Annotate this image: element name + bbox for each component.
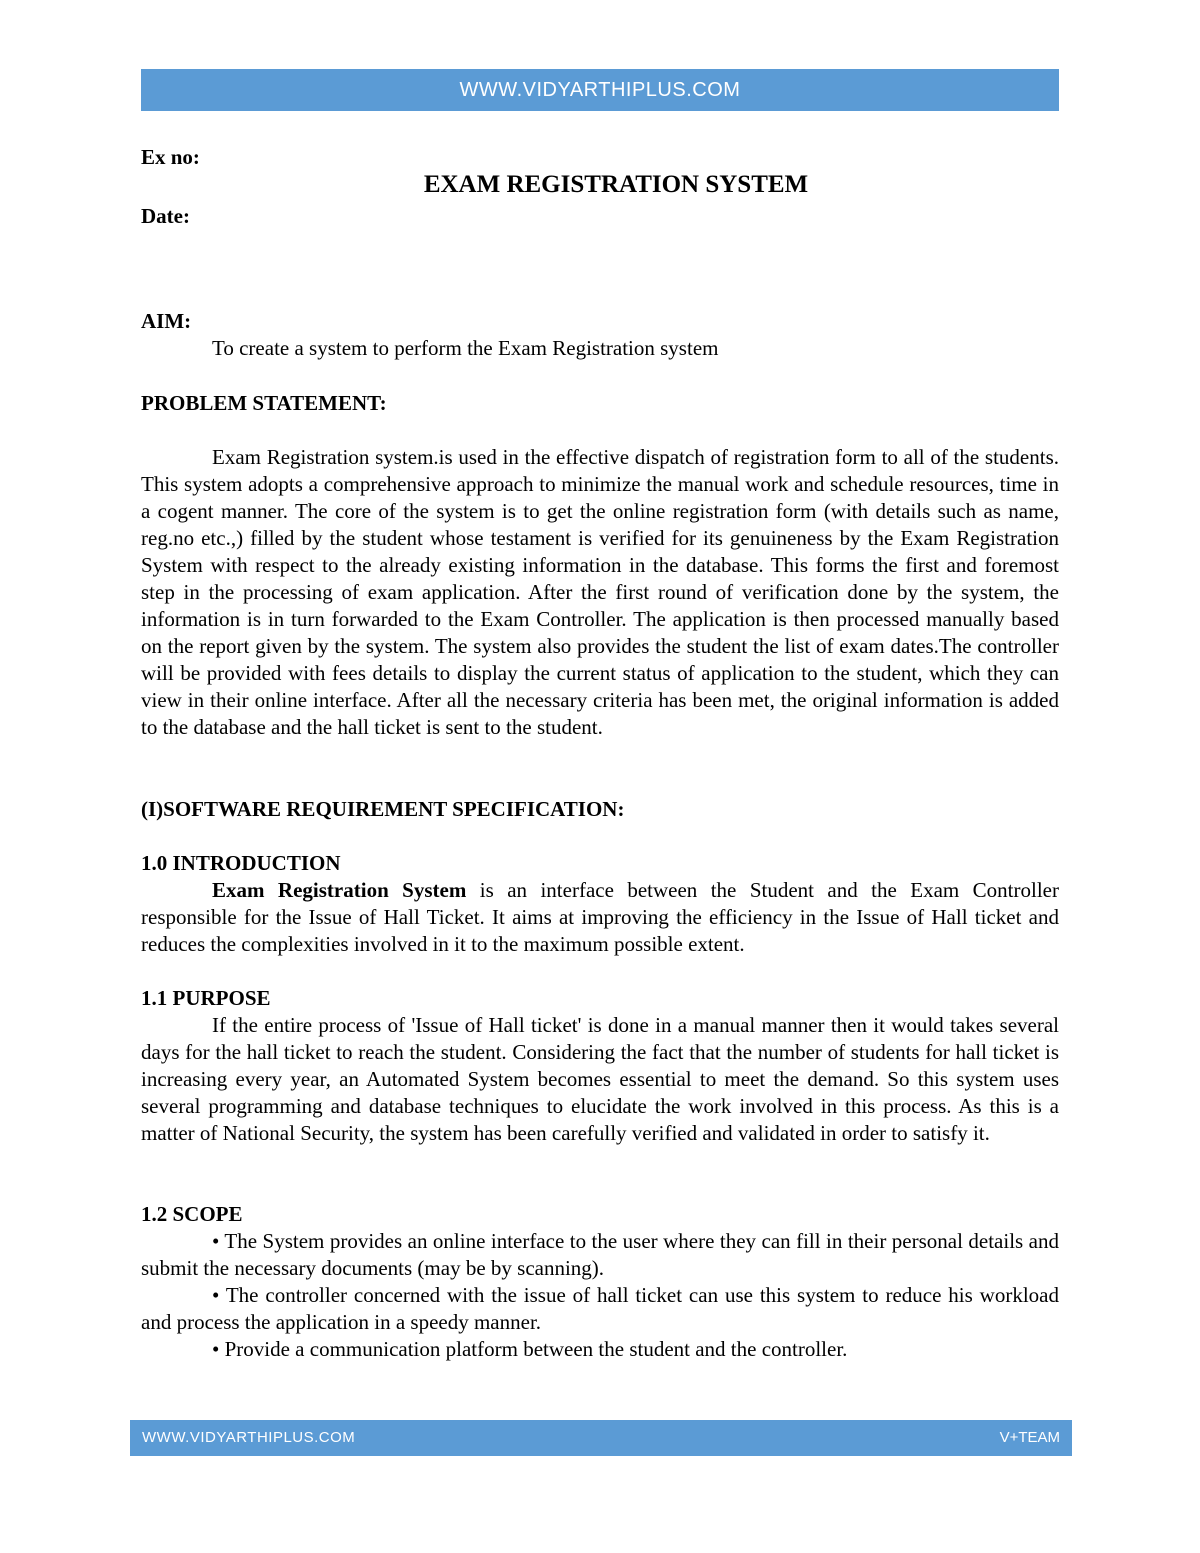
srs-heading: (I)SOFTWARE REQUIREMENT SPECIFICATION: [141, 797, 625, 821]
ex-no-label: Ex no: [141, 145, 200, 169]
purpose-heading: 1.1 PURPOSE [141, 986, 271, 1010]
header-site-text: WWW.VIDYARTHIPLUS.COM [459, 79, 741, 101]
problem-heading: PROBLEM STATEMENT: [141, 391, 387, 415]
footer-band [130, 1420, 1072, 1456]
scope-section [141, 1201, 1059, 1363]
scope-item: • The System provides an online interface to the user where they can fill in their personal details and submit the necessary documents (may be by scanning). [141, 1229, 1059, 1280]
intro-section [141, 850, 1059, 958]
aim-section [141, 308, 1059, 362]
aim-text: To create a system to perform the Exam Registration system [212, 336, 719, 360]
scope-item: • Provide a communication platform between the student and the controller. [212, 1337, 848, 1361]
page-title: EXAM REGISTRATION SYSTEM [423, 171, 809, 198]
footer-team-text: V+TEAM [999, 1429, 1060, 1446]
header-band [141, 69, 1059, 111]
problem-section [141, 390, 1059, 741]
intro-paragraph [141, 877, 1059, 958]
footer-site-text: WWW.VIDYARTHIPLUS.COM [142, 1429, 356, 1446]
date-label: Date: [141, 204, 190, 228]
scope-item: • The controller concerned with the issue of hall ticket can use this system to reduce his workload and process the application in a speedy manner. [141, 1283, 1059, 1334]
scope-heading: 1.2 SCOPE [141, 1202, 243, 1226]
intro-heading: 1.0 INTRODUCTION [141, 851, 341, 875]
aim-heading: AIM: [141, 309, 192, 333]
intro-text: is an interface between the Student and the Exam Controller responsible for the Issue of Hall Ticket. It aims at improving the efficiency in the Issue of Hall ticket and reduces the complexities involved in it to the maximum possible extent. [141, 878, 1059, 956]
problem-text: Exam Registration system.is used in the effective dispatch of registration form to all of the students. This system adopts a comprehensive approach to minimize the manual work and schedule resources, time in a cogent manner. The core of the system is to get the online registration form (with details such as name, reg.no etc.,) filled by the student whose testament is verified for its genuineness by the Exam Registration System with respect to the already existing information in the database. This forms the first and foremost step in the processing of exam application. After the first round of verification done by the system, the information is in turn forwarded to the Exam Controller. The application is then processed manually based on the report given by the system. The system also provides the student the list of exam dates.The controller will be provided with fees details to display the current status of application to the student, which they can view in their online interface. After all the necessary criteria has been met, the original information is added to the database and the hall ticket is sent to the student. [141, 445, 1059, 739]
srs-section [141, 796, 1059, 823]
purpose-section [141, 985, 1059, 1147]
purpose-text: If the entire process of 'Issue of Hall ticket' is done in a manual manner then it would takes several days for the hall ticket to reach the student. Considering the fact that the number of students for hall ticket is increasing every year, an Automated System becomes essential to meet the demand. So this system uses several programming and database techniques to elucidate the work involved in this process. As this is a matter of National Security, the system has been carefully verified and validated in order to satisfy it. [141, 1013, 1059, 1145]
intro-bold-lead: Exam Registration System [212, 878, 467, 902]
